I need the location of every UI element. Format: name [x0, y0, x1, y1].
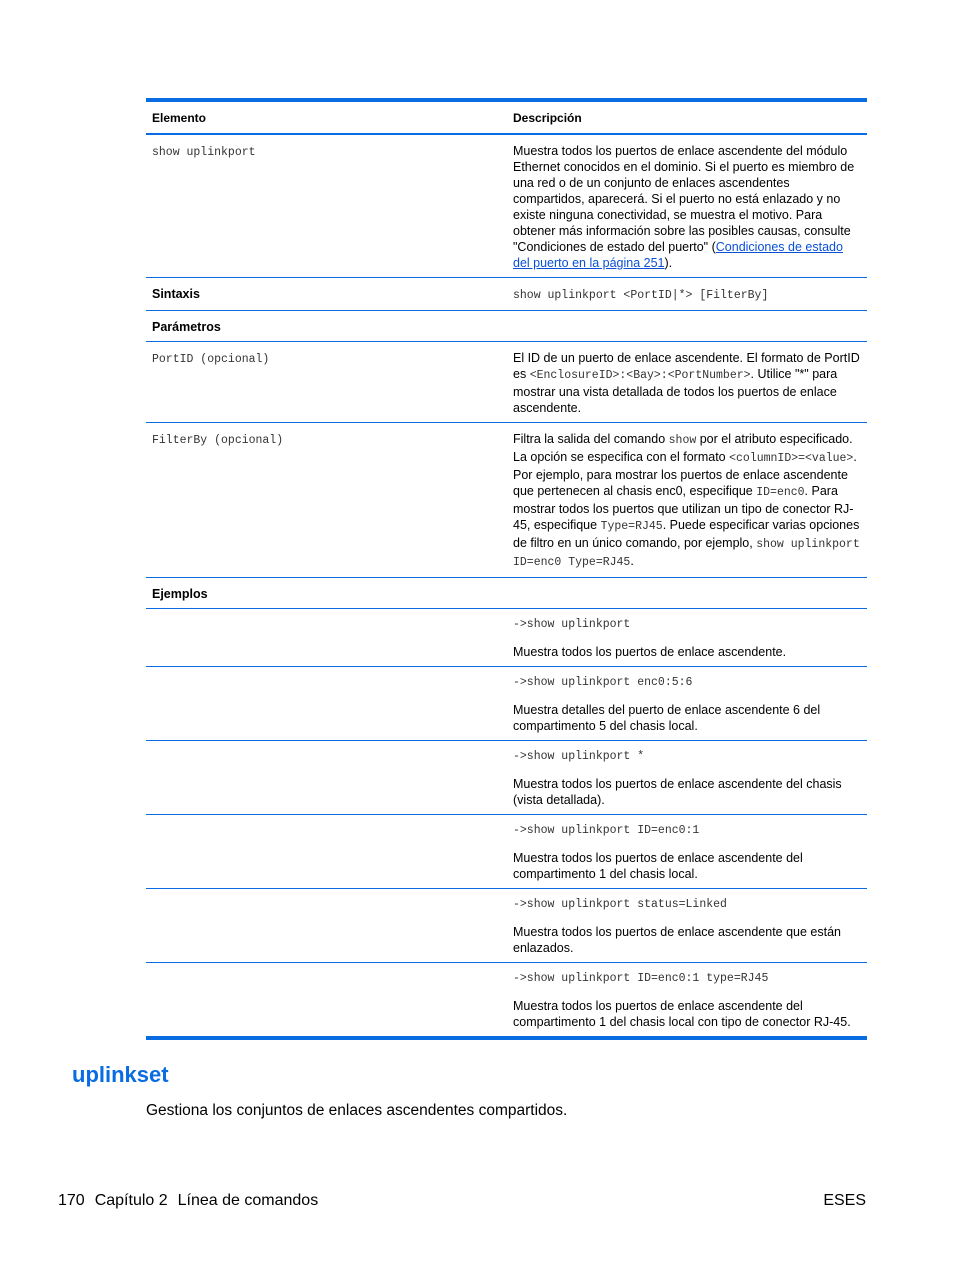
example-command: ->show uplinkport enc0:5:6 [513, 676, 693, 689]
cell-example [507, 815, 867, 889]
cell-example [507, 667, 867, 741]
example-description: Muestra todos los puertos de enlace ascendente del chasis (vista detallada). [513, 777, 842, 807]
cell-parameter [146, 342, 507, 423]
section-title: uplinkset [72, 1062, 169, 1087]
example-description: Muestra todos los puertos de enlace ascendente que están enlazados. [513, 925, 841, 955]
command-text: show uplinkport [152, 146, 256, 159]
description-text: Muestra todos los puertos de enlace ascendente del módulo Ethernet conocidos en el dominio. Si el puerto es miembro de una red o de un conjunto de enlaces ascendentes compartidos, aparecerá. Si el puerto no está enlazado y no existe ninguna conectividad, se muestra el motivo. Para obtener más información sobre las posibles causas, consulte "Condiciones de estado del puerto" ( [513, 144, 855, 254]
chapter-title: Línea de comandos [177, 1192, 319, 1209]
example-command: ->show uplinkport [513, 618, 631, 631]
header-description: Descripción [507, 100, 867, 134]
header-element: Elemento [146, 100, 507, 134]
description-text: . Utilice "*" para mostrar una vista detallada de todos los puertos de enlace ascendente. [513, 367, 838, 415]
cell-empty [507, 311, 867, 342]
page-number: 170 [58, 1192, 85, 1209]
syntax-text: show uplinkport <PortID|*> [FilterBy] [513, 289, 769, 302]
chapter-label: Capítulo 2 [94, 1192, 168, 1209]
inline-code: <EnclosureID>:<Bay>:<PortNumber> [529, 369, 751, 382]
cell-example [507, 741, 867, 815]
example-command: ->show uplinkport * [513, 750, 645, 763]
cell-description [507, 423, 867, 578]
inline-code: <columnID>=<value> [729, 452, 854, 465]
description-text-end: ). [664, 256, 673, 270]
table-row [146, 134, 867, 278]
section-description: Gestiona los conjuntos de enlaces ascendentes compartidos. [146, 1102, 568, 1119]
example-row [146, 609, 867, 667]
example-row [146, 889, 867, 963]
cell-empty [146, 815, 507, 889]
example-command: ->show uplinkport ID=enc0:1 [513, 824, 700, 837]
description-text: por el atributo especificado. La opción se especifica con el formato [513, 432, 853, 464]
example-row [146, 667, 867, 741]
cell-description [507, 342, 867, 423]
example-description: Muestra todos los puertos de enlace ascendente. [513, 645, 787, 659]
cell-parameter [146, 423, 507, 578]
inline-code: ID=enc0 [756, 486, 805, 499]
example-command: ->show uplinkport ID=enc0:1 type=RJ45 [513, 972, 769, 985]
cell-example [507, 889, 867, 963]
description-text: . [630, 554, 634, 568]
inline-code: show [668, 434, 697, 447]
command-table [146, 98, 867, 1040]
example-description: Muestra todos los puertos de enlace ascendente del compartimento 1 del chasis local. [513, 851, 803, 881]
parameters-label: Parámetros [146, 311, 507, 342]
parameter-filterby: FilterBy (opcional) [152, 434, 284, 447]
example-description: Muestra todos los puertos de enlace ascendente del compartimento 1 del chasis local con tipo de conector RJ-45. [513, 999, 851, 1029]
cell-empty [146, 609, 507, 667]
example-row [146, 741, 867, 815]
table-row [146, 423, 867, 578]
example-description: Muestra detalles del puerto de enlace ascendente 6 del compartimento 5 del chasis local. [513, 703, 821, 733]
footer-locale: ESES [823, 1192, 866, 1209]
example-row [146, 963, 867, 1039]
cell-description [507, 134, 867, 278]
description-text: . Por ejemplo, para mostrar los puertos de enlace ascendente que pertenecen al chasis enc0, especifique [513, 450, 857, 498]
cell-empty [146, 741, 507, 815]
table-row [146, 278, 867, 311]
cell-empty [146, 667, 507, 741]
cell-example [507, 963, 867, 1039]
example-row [146, 815, 867, 889]
description-text: El ID de un puerto de enlace ascendente. El formato de PortID es [513, 351, 860, 381]
example-command: ->show uplinkport status=Linked [513, 898, 727, 911]
cell-empty [507, 578, 867, 609]
description-text: . Para mostrar todos los puertos que utilizan un tipo de conector RJ-45, especifique [513, 484, 854, 532]
cell-command [146, 134, 507, 278]
cell-example [507, 609, 867, 667]
cell-empty [146, 963, 507, 1039]
cell-syntax [507, 278, 867, 311]
table-row [146, 342, 867, 423]
table-row [146, 311, 867, 342]
inline-code: Type=RJ45 [600, 520, 663, 533]
table-header-row [146, 100, 867, 134]
table-row [146, 578, 867, 609]
description-text: Filtra la salida del comando [513, 432, 669, 446]
footer-left [58, 1192, 328, 1210]
examples-label: Ejemplos [146, 578, 507, 609]
syntax-label: Sintaxis [146, 278, 507, 311]
port-status-link[interactable]: Condiciones de estado del puerto en la página 251 [513, 240, 843, 270]
command-table-container [146, 98, 867, 1040]
parameter-portid: PortID (opcional) [152, 353, 270, 366]
description-text: . Puede especificar varias opciones de filtro en un único comando, por ejemplo, [513, 518, 860, 550]
inline-code: show uplinkport ID=enc0 Type=RJ45 [513, 538, 860, 569]
cell-empty [146, 889, 507, 963]
